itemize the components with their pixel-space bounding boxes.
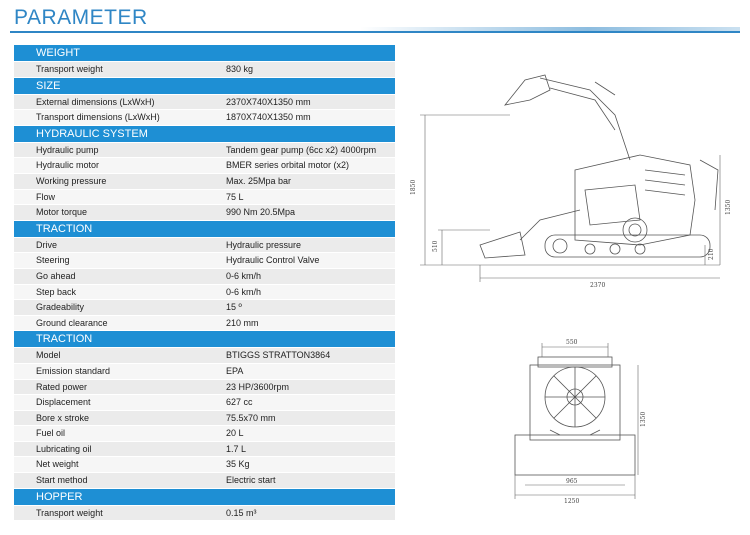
spec-row xyxy=(14,109,395,125)
spec-row xyxy=(14,173,395,189)
spec-key: Motor torque xyxy=(36,207,88,218)
wheel xyxy=(610,244,620,254)
spec-row xyxy=(14,394,395,410)
section-title: HOPPER xyxy=(14,488,395,505)
spec-row xyxy=(14,252,395,268)
section-title: TRACTION xyxy=(14,220,395,237)
section-hydraulic xyxy=(14,125,395,220)
lowered-arm-outline xyxy=(520,210,580,240)
track-outline xyxy=(545,235,710,257)
spec-row xyxy=(14,299,395,315)
spec-value: 75.5x70 mm xyxy=(226,412,276,423)
spec-key: Steering xyxy=(36,255,70,266)
spec-key: Bore x stroke xyxy=(36,412,90,423)
spec-key: Transport weight xyxy=(36,507,103,518)
spec-value: 0.15 m³ xyxy=(226,507,257,518)
spec-value: 210 mm xyxy=(226,317,259,328)
spec-value: 627 cc xyxy=(226,397,253,408)
spec-value: BMER series orbital motor (x2) xyxy=(226,160,350,171)
spec-value: EPA xyxy=(226,365,244,376)
section-title: HYDRAULIC SYSTEM xyxy=(14,125,395,142)
spec-key: Ground clearance xyxy=(36,317,108,328)
header-divider xyxy=(10,31,740,33)
spec-value: 1.7 L xyxy=(226,443,247,454)
spec-key: Displacement xyxy=(36,397,91,408)
lowered-bucket-outline xyxy=(480,232,525,258)
dim-right-label: 1350 xyxy=(725,199,732,215)
page-title: PARAMETER xyxy=(14,6,148,29)
spec-row xyxy=(14,237,395,253)
dim-length-label: 2370 xyxy=(590,282,606,289)
section-title: WEIGHT xyxy=(14,44,395,61)
spec-value: 35 Kg xyxy=(226,459,250,470)
spec-value: 0-6 km/h xyxy=(226,286,262,297)
spec-row xyxy=(14,157,395,173)
spec-table xyxy=(14,44,395,520)
dim-height-label: 1850 xyxy=(410,179,417,195)
spec-key: Fuel oil xyxy=(36,428,66,439)
spec-row xyxy=(14,268,395,284)
spec-value: 75 L xyxy=(226,191,244,202)
dim-clearance-label: 210 xyxy=(708,248,715,260)
spec-value: Tandem gear pump (6cc x2) 4000rpm xyxy=(226,144,377,155)
spec-row xyxy=(14,315,395,331)
spec-row xyxy=(14,204,395,220)
spec-row xyxy=(14,379,395,395)
spec-value: Max. 25Mpa bar xyxy=(226,175,292,186)
section-title: SIZE xyxy=(14,77,395,94)
spec-value: 15 º xyxy=(226,302,242,313)
section-engine xyxy=(14,330,395,487)
drive-sprocket xyxy=(623,218,647,242)
spec-row xyxy=(14,410,395,426)
spec-value: 23 HP/3600rpm xyxy=(226,381,290,392)
spec-key: Flow xyxy=(36,191,56,202)
section-hopper xyxy=(14,488,395,521)
spec-row xyxy=(14,94,395,110)
spec-row xyxy=(14,189,395,205)
spec-row xyxy=(14,472,395,488)
spec-value: 1870X740X1350 mm xyxy=(226,112,311,123)
spec-key: Hydraulic pump xyxy=(36,144,99,155)
spec-value: 830 kg xyxy=(226,64,254,74)
spec-key: External dimensions (LxWxH) xyxy=(36,96,155,107)
spec-key: Drive xyxy=(36,239,58,250)
side-view-drawing xyxy=(400,60,740,300)
spec-row xyxy=(14,347,395,363)
spec-key: Start method xyxy=(36,475,88,486)
spec-value: Hydraulic pressure xyxy=(226,239,302,250)
spec-value: BTIGGS STRATTON3864 xyxy=(226,350,331,361)
wheel xyxy=(553,239,567,253)
spec-row xyxy=(14,142,395,158)
page-header xyxy=(0,0,750,40)
spec-key: Emission standard xyxy=(36,365,111,376)
spec-value: 20 L xyxy=(226,428,244,439)
dim-bottom2-label: 1250 xyxy=(564,498,580,505)
spec-value: 990 Nm 20.5Mpa xyxy=(226,207,296,218)
spec-key: Transport dimensions (LxWxH) xyxy=(36,112,160,123)
spec-key: Go ahead xyxy=(36,270,76,281)
spec-key: Hydraulic motor xyxy=(36,160,100,171)
section-size xyxy=(14,77,395,125)
spec-row xyxy=(14,425,395,441)
spec-key: Transport weight xyxy=(36,64,103,74)
spec-key: Lubricating oil xyxy=(36,443,92,454)
front-view-drawing xyxy=(480,335,680,515)
spec-key: Net weight xyxy=(36,459,79,470)
spec-row xyxy=(14,61,395,77)
dim-front-height-label: 1350 xyxy=(640,411,647,427)
spec-value: Electric start xyxy=(226,475,276,486)
dim-bucket-label: 510 xyxy=(432,240,439,252)
spec-value: Hydraulic Control Valve xyxy=(226,255,320,266)
spec-row xyxy=(14,363,395,379)
spec-key: Step back xyxy=(36,286,77,297)
spec-row xyxy=(14,505,395,521)
spec-row xyxy=(14,441,395,457)
dim-bottom1-label: 965 xyxy=(566,478,578,485)
spec-value: 0-6 km/h xyxy=(226,270,262,281)
spec-key: Rated power xyxy=(36,381,88,392)
dim-top-label: 550 xyxy=(566,339,578,346)
section-weight xyxy=(14,44,395,77)
raised-arm-outline xyxy=(540,78,630,160)
machine-body-outline xyxy=(575,155,695,245)
section-title: TRACTION xyxy=(14,330,395,347)
spec-value: 2370X740X1350 mm xyxy=(226,96,311,107)
spec-row xyxy=(14,284,395,300)
raised-bucket-outline xyxy=(505,75,550,105)
spec-key: Working pressure xyxy=(36,175,107,186)
wheel xyxy=(635,244,645,254)
spec-row xyxy=(14,456,395,472)
spec-key: Model xyxy=(36,350,61,361)
spec-key: Gradeability xyxy=(36,302,85,313)
section-traction xyxy=(14,220,395,331)
wheel xyxy=(585,244,595,254)
track-base-outline xyxy=(515,435,635,475)
